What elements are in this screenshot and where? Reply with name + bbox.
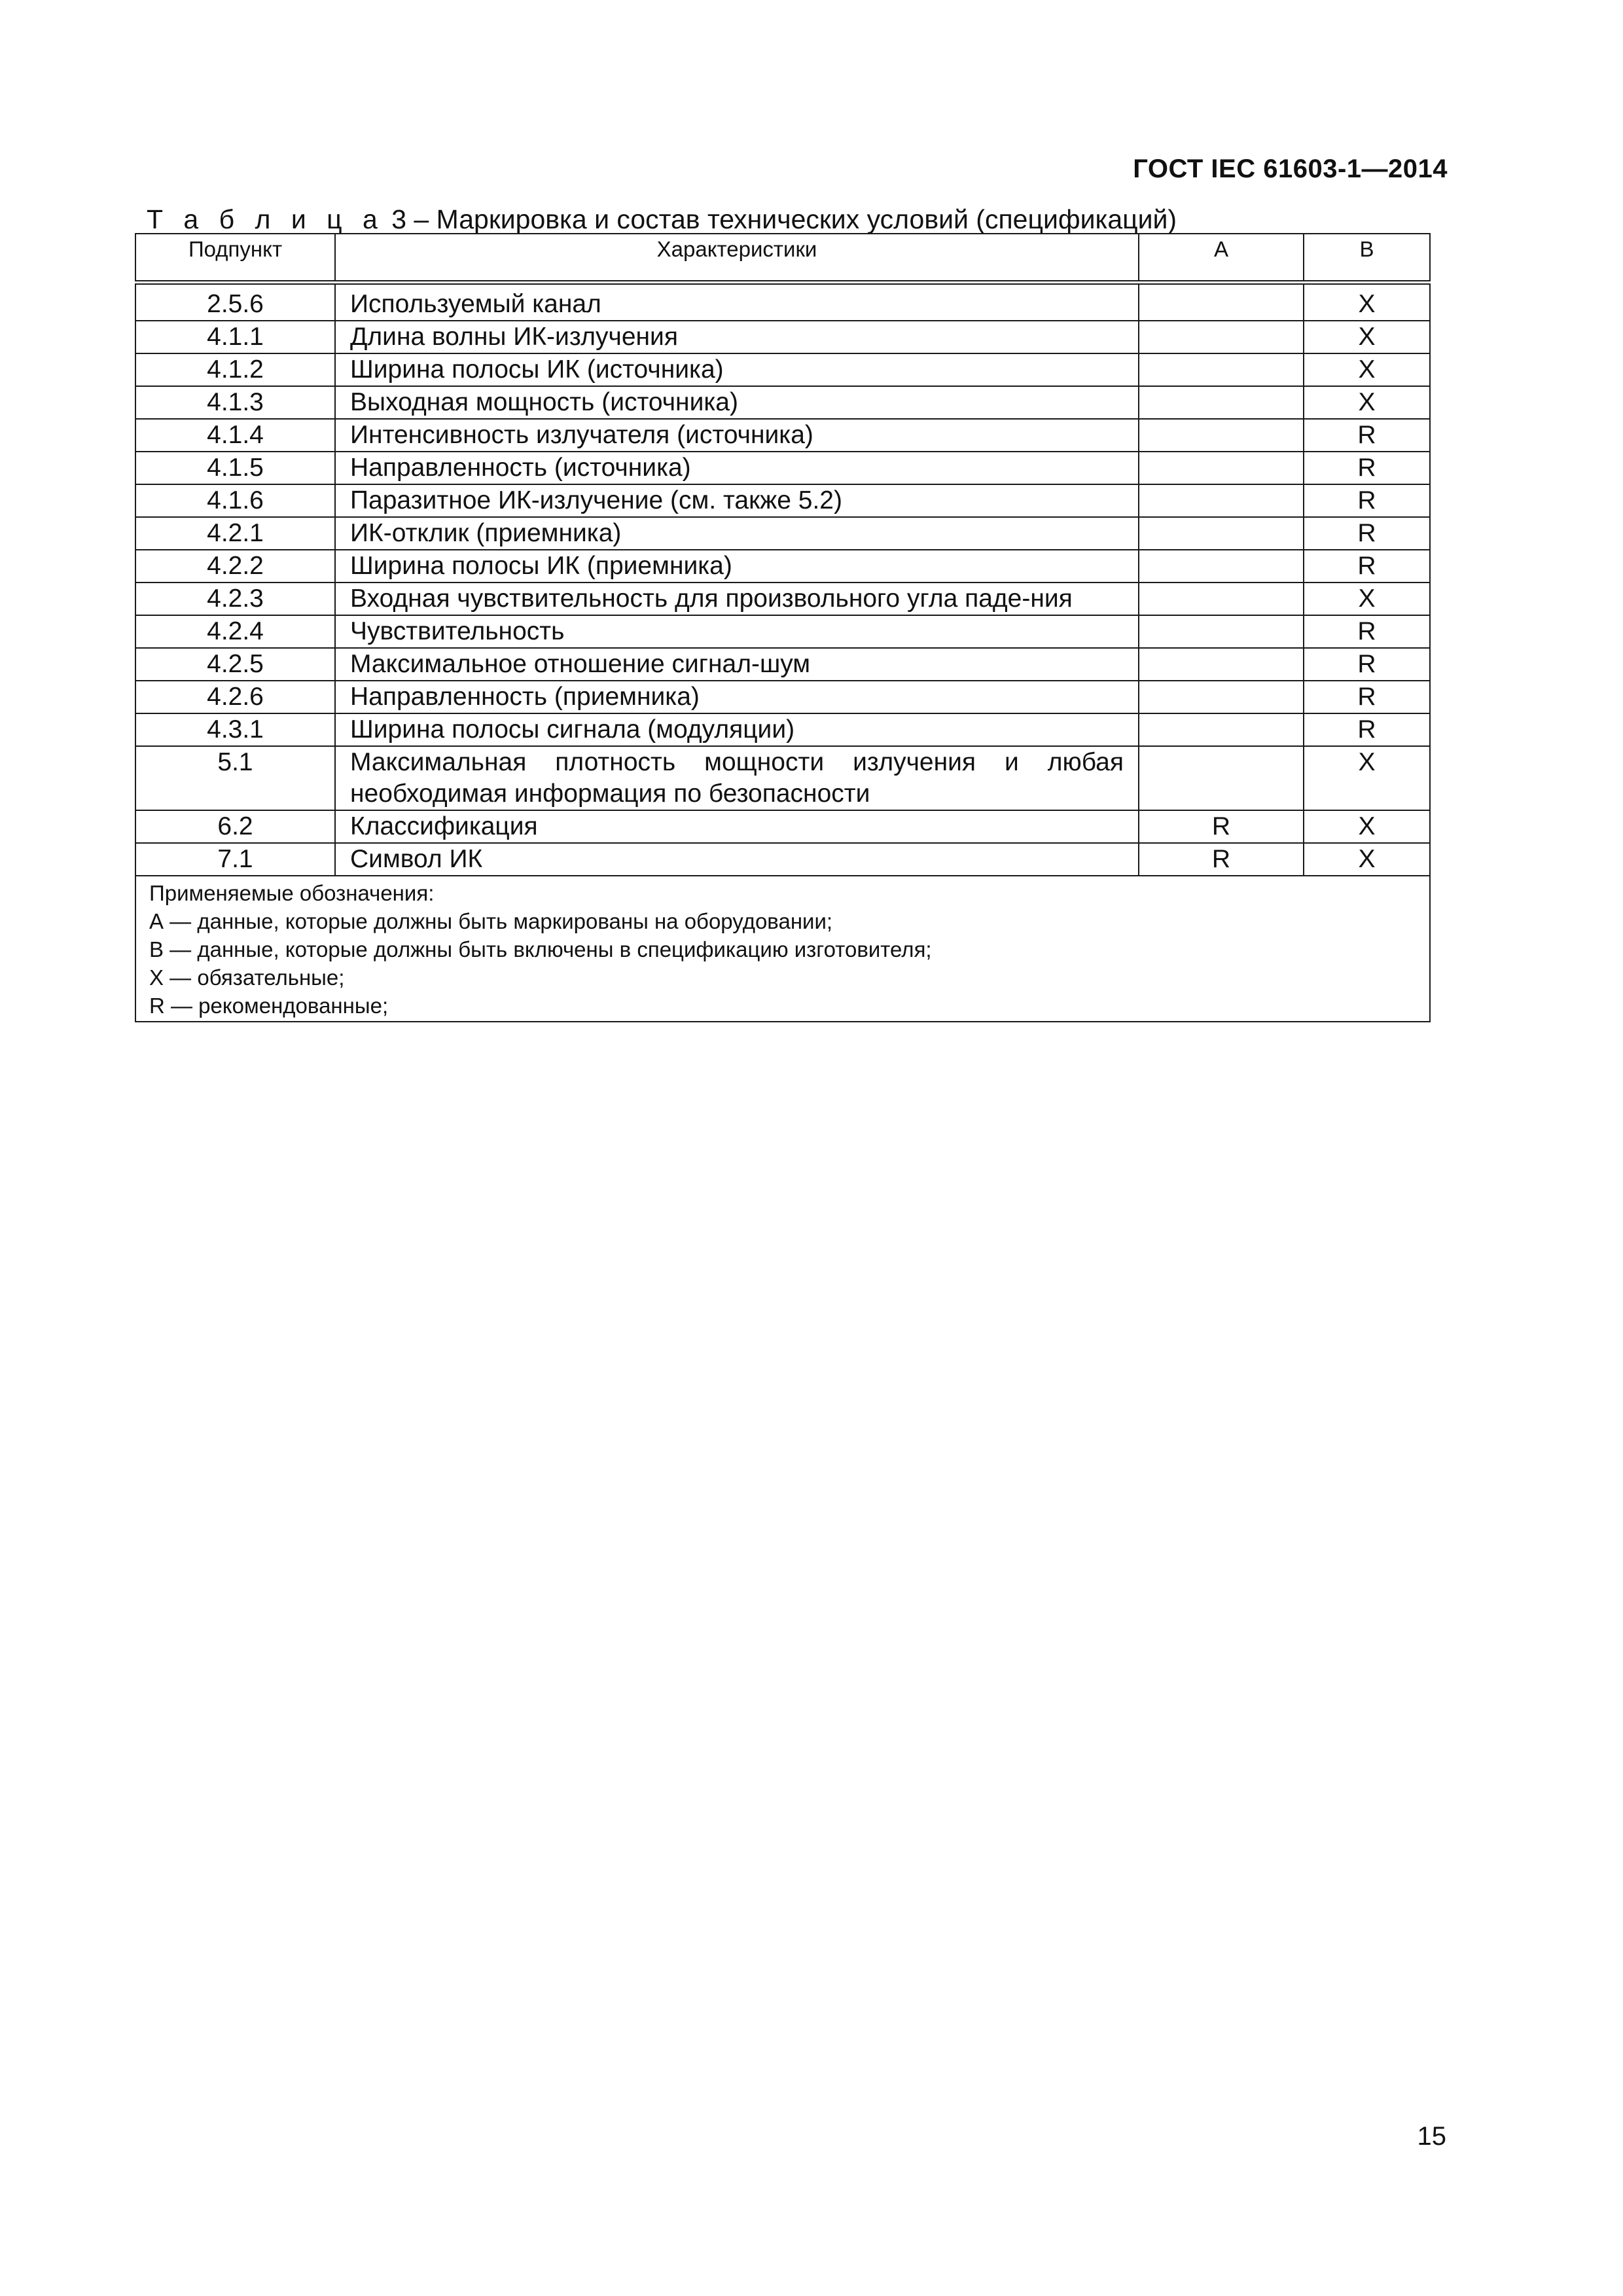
page-number: 15 xyxy=(1417,2122,1446,2151)
mark-b-cell: R xyxy=(1304,452,1430,484)
mark-b-cell: R xyxy=(1304,550,1430,583)
mark-a-cell xyxy=(1139,615,1304,648)
mark-a-cell xyxy=(1139,484,1304,517)
table-row xyxy=(135,484,1430,517)
subclause-cell: 4.2.6 xyxy=(135,681,335,713)
column-header-subclause: Подпункт xyxy=(135,234,335,283)
table-header xyxy=(135,234,1430,283)
subclause-cell: 4.1.4 xyxy=(135,419,335,452)
marking-spec-table xyxy=(135,233,1431,1022)
characteristic-cell: Максимальное отношение сигнал-шум xyxy=(335,648,1139,681)
subclause-cell: 5.1 xyxy=(135,746,335,810)
characteristic-cell: Ширина полосы ИК (приемника) xyxy=(335,550,1139,583)
table-header-row xyxy=(135,234,1430,283)
mark-b-cell: R xyxy=(1304,681,1430,713)
characteristic-cell: Ширина полосы сигнала (модуляции) xyxy=(335,713,1139,746)
mark-a-cell xyxy=(1139,419,1304,452)
table-caption xyxy=(147,204,1177,235)
mark-a-cell: R xyxy=(1139,810,1304,843)
legend-item-a: А — данные, которые должны быть маркированы на оборудовании; xyxy=(149,909,833,933)
mark-a-cell xyxy=(1139,353,1304,386)
subclause-cell: 4.2.2 xyxy=(135,550,335,583)
subclause-cell: 4.1.5 xyxy=(135,452,335,484)
characteristic-cell: Длина волны ИК-излучения xyxy=(335,321,1139,353)
subclause-cell: 4.1.6 xyxy=(135,484,335,517)
mark-a-cell xyxy=(1139,583,1304,615)
subclause-cell: 4.1.1 xyxy=(135,321,335,353)
subclause-cell: 4.2.4 xyxy=(135,615,335,648)
mark-b-cell: X xyxy=(1304,810,1430,843)
mark-b-cell: X xyxy=(1304,386,1430,419)
table-body xyxy=(135,283,1430,1022)
mark-b-cell: R xyxy=(1304,713,1430,746)
table-row xyxy=(135,583,1430,615)
mark-b-cell: X xyxy=(1304,283,1430,321)
mark-b-cell: X xyxy=(1304,353,1430,386)
mark-a-cell xyxy=(1139,283,1304,321)
mark-a-cell xyxy=(1139,713,1304,746)
legend-title: Применяемые обозначения: xyxy=(149,881,435,905)
subclause-cell: 4.2.1 xyxy=(135,517,335,550)
table-row xyxy=(135,550,1430,583)
characteristic-cell: Классификация xyxy=(335,810,1139,843)
mark-b-cell: R xyxy=(1304,517,1430,550)
document-id-header: ГОСТ IEC 61603-1—2014 xyxy=(1133,154,1448,183)
characteristic-cell: Используемый канал xyxy=(335,283,1139,321)
mark-a-cell xyxy=(1139,517,1304,550)
table-row xyxy=(135,648,1430,681)
subclause-cell: 2.5.6 xyxy=(135,283,335,321)
table-row xyxy=(135,283,1430,321)
mark-b-cell: X xyxy=(1304,746,1430,810)
legend-item-r: R — рекомендованные; xyxy=(149,994,389,1018)
table-row xyxy=(135,746,1430,810)
mark-a-cell xyxy=(1139,648,1304,681)
subclause-cell: 4.1.2 xyxy=(135,353,335,386)
characteristic-cell: Направленность (источника) xyxy=(335,452,1139,484)
mark-b-cell: R xyxy=(1304,484,1430,517)
mark-b-cell: X xyxy=(1304,583,1430,615)
mark-a-cell xyxy=(1139,746,1304,810)
table-row xyxy=(135,419,1430,452)
characteristic-cell: Интенсивность излучателя (источника) xyxy=(335,419,1139,452)
characteristic-cell: Символ ИК xyxy=(335,843,1139,876)
table-caption-title: – Маркировка и состав технических условий (спецификаций) xyxy=(414,204,1177,234)
mark-a-cell xyxy=(1139,321,1304,353)
table-row xyxy=(135,681,1430,713)
characteristic-cell: Паразитное ИК-излучение (см. также 5.2) xyxy=(335,484,1139,517)
characteristic-cell: Выходная мощность (источника) xyxy=(335,386,1139,419)
subclause-cell: 4.2.5 xyxy=(135,648,335,681)
table-row xyxy=(135,386,1430,419)
mark-b-cell: R xyxy=(1304,615,1430,648)
legend-cell xyxy=(135,876,1430,1022)
subclause-cell: 4.2.3 xyxy=(135,583,335,615)
table-caption-number: 3 xyxy=(391,204,407,234)
table-row xyxy=(135,810,1430,843)
subclause-cell: 6.2 xyxy=(135,810,335,843)
characteristic-cell: Направленность (приемника) xyxy=(335,681,1139,713)
mark-b-cell: R xyxy=(1304,419,1430,452)
mark-a-cell xyxy=(1139,550,1304,583)
table-row xyxy=(135,843,1430,876)
mark-a-cell: R xyxy=(1139,843,1304,876)
table-row xyxy=(135,321,1430,353)
mark-a-cell xyxy=(1139,452,1304,484)
characteristic-cell: Ширина полосы ИК (источника) xyxy=(335,353,1139,386)
mark-a-cell xyxy=(1139,681,1304,713)
subclause-cell: 4.3.1 xyxy=(135,713,335,746)
table-row xyxy=(135,353,1430,386)
mark-b-cell: X xyxy=(1304,843,1430,876)
legend-row xyxy=(135,876,1430,1022)
table-row xyxy=(135,452,1430,484)
mark-b-cell: R xyxy=(1304,648,1430,681)
mark-b-cell: X xyxy=(1304,321,1430,353)
subclause-cell: 4.1.3 xyxy=(135,386,335,419)
characteristic-cell: Чувствительность xyxy=(335,615,1139,648)
mark-a-cell xyxy=(1139,386,1304,419)
table-row xyxy=(135,615,1430,648)
column-header-b: В xyxy=(1304,234,1430,283)
characteristic-cell: ИК-отклик (приемника) xyxy=(335,517,1139,550)
characteristic-cell: Максимальная плотность мощности излучения и любая необходимая информация по безопасности xyxy=(335,746,1139,810)
table-caption-label: Т а б л и ц а xyxy=(147,204,384,234)
table-row xyxy=(135,517,1430,550)
legend-item-b: В — данные, которые должны быть включены в спецификацию изготовителя; xyxy=(149,937,932,961)
table-row xyxy=(135,713,1430,746)
column-header-a: А xyxy=(1139,234,1304,283)
subclause-cell: 7.1 xyxy=(135,843,335,876)
column-header-characteristics: Характеристики xyxy=(335,234,1139,283)
characteristic-cell: Входная чувствительность для произвольного угла паде-ния xyxy=(335,583,1139,615)
legend-item-x: X — обязательные; xyxy=(149,965,345,990)
